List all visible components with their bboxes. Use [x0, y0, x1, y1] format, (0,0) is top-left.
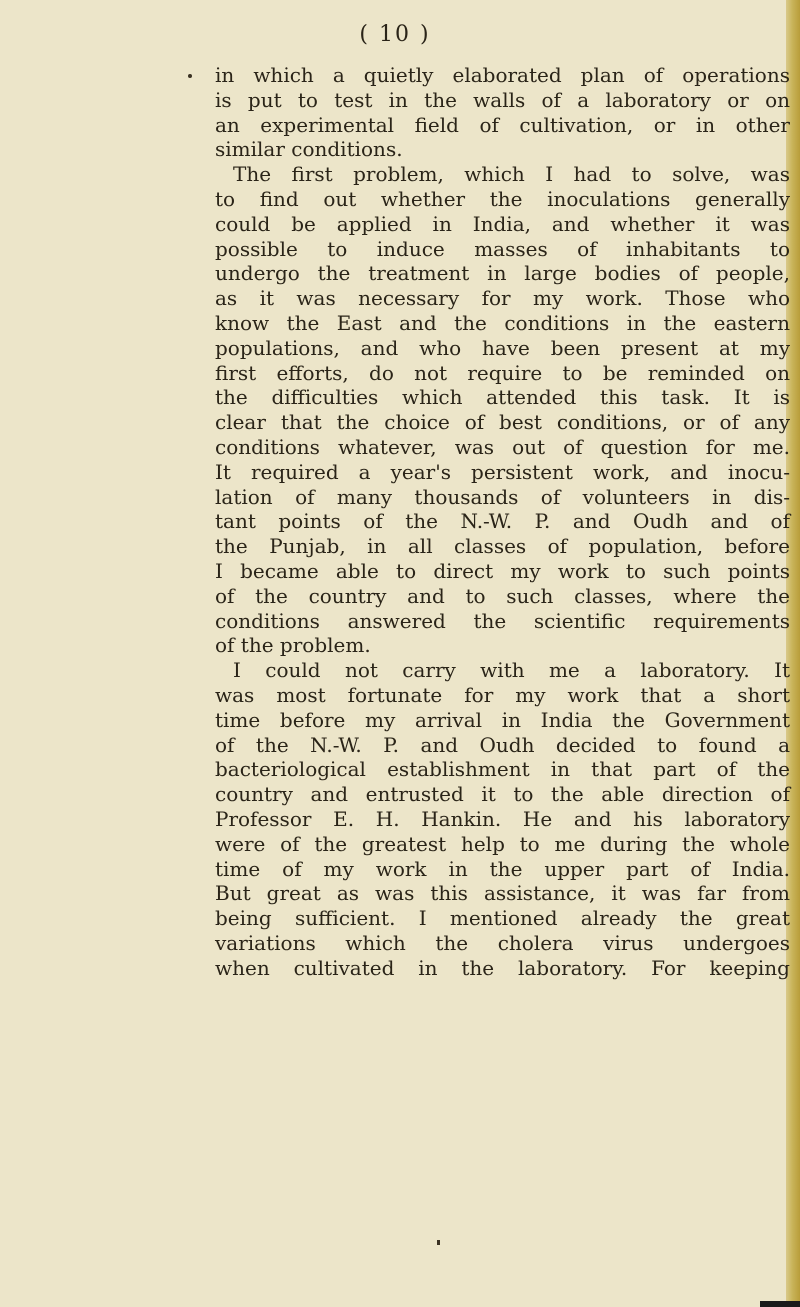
text-line: similar conditions. — [215, 137, 403, 162]
text-line: But great as was this assistance, it was far from — [215, 881, 790, 906]
text-line: of the problem. — [215, 633, 371, 658]
text-line: lation of many thousands of volunteers in dis- — [215, 484, 790, 509]
text-line: know the East and the conditions in the eastern — [215, 310, 790, 335]
text-line: conditions answered the scientific requirements — [215, 608, 790, 633]
text-line: could be applied in India, and whether it was — [215, 211, 790, 236]
text-line: undergo the treatment in large bodies of people, — [215, 261, 790, 286]
text-line: were of the greatest help to me during the whole — [215, 831, 790, 856]
text-line: was most fortunate for my work that a short — [215, 682, 790, 707]
text-line: being sufficient. I mentioned already the great — [215, 906, 790, 931]
text-line: bacteriological establishment in that part of the — [215, 757, 790, 782]
text-line: of the country and to such classes, where the — [215, 583, 790, 608]
text-line: first efforts, do not require to be reminded on — [215, 360, 790, 385]
text-line: to find out whether the inoculations generally — [215, 186, 790, 211]
text-line: time before my arrival in India the Government — [215, 707, 790, 732]
text-line: the difficulties which attended this task. It is — [215, 385, 790, 410]
text-line: I could not carry with me a laboratory. It — [233, 658, 790, 683]
text-line: as it was necessary for my work. Those who — [215, 286, 790, 311]
page-number: ( 10 ) — [359, 22, 431, 47]
text-line: when cultivated in the laboratory. For keeping — [215, 955, 790, 980]
text-line: I became able to direct my work to such points — [215, 558, 790, 583]
margin-mark — [188, 74, 192, 78]
text-line: of the N.-W. P. and Oudh decided to found a — [215, 732, 790, 757]
text-line: is put to test in the walls of a laboratory or on — [215, 87, 790, 112]
text-line: time of my work in the upper part of India. — [215, 856, 790, 881]
body-text — [215, 63, 790, 980]
text-line: Professor E. H. Hankin. He and his laboratory — [215, 806, 790, 831]
text-line: clear that the choice of best conditions, or of any — [215, 410, 790, 435]
text-line: populations, and who have been present at my — [215, 335, 790, 360]
text-line: country and entrusted it to the able direction of — [215, 782, 790, 807]
text-line: It required a year's persistent work, and inocu- — [215, 459, 790, 484]
text-line: tant points of the N.-W. P. and Oudh and of — [215, 509, 790, 534]
text-line: variations which the cholera virus undergoes — [215, 930, 790, 955]
page-edge-shadow — [760, 1301, 800, 1307]
text-line: conditions whatever, was out of question for me. — [215, 434, 790, 459]
ink-speck — [437, 1240, 440, 1245]
text-line: The first problem, which I had to solve, was — [233, 162, 790, 187]
text-line: the Punjab, in all classes of population, before — [215, 534, 790, 559]
text-line: an experimental field of cultivation, or in other — [215, 112, 790, 137]
text-line: possible to induce masses of inhabitants to — [215, 236, 790, 261]
text-line: in which a quietly elaborated plan of operations — [215, 63, 790, 87]
